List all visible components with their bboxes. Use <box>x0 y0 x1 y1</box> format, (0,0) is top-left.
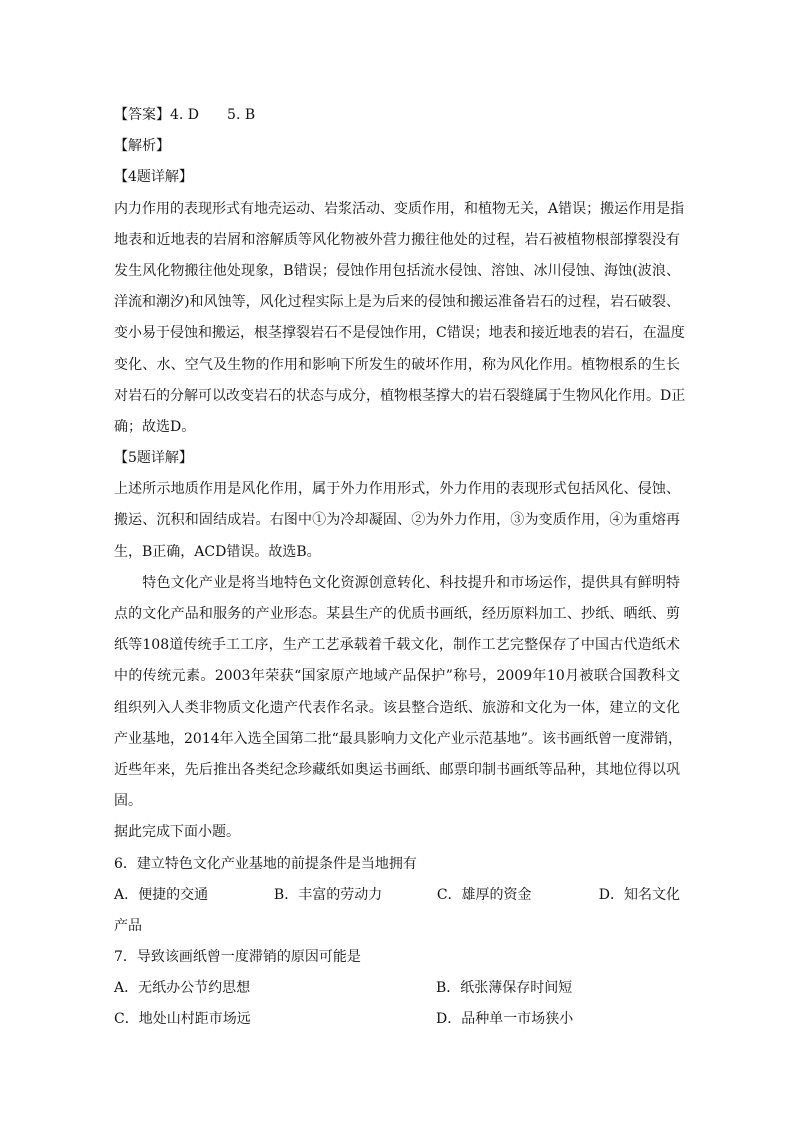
question-stem: 7．导致该画纸曾一度滞销的原因可能是 <box>114 949 361 966</box>
q4-heading: 【4题详解】 <box>114 169 193 186</box>
text-line: 生，B正确，ACD错误。故选B。 <box>114 543 321 560</box>
question-stem: 6．建立特色文化产业基地的前提条件是当地拥有 <box>114 855 417 872</box>
option-c: C．地处山村距市场远 <box>114 1011 251 1028</box>
text-line: 产业基地，2014年入选全国第二批“最具影响力文化产业示范基地”。该书画纸曾一度滞销， <box>114 730 682 747</box>
text-line: 近些年来，先后推出各类纪念珍藏纸如奥运书画纸、邮票印制书画纸等品种，其地位得以巩 <box>114 761 680 778</box>
text-line: 组织列入人类非物质文化遗产代表作名录。该县整合造纸、旅游和文化为一体，建立的文化 <box>114 699 680 716</box>
option-a: A．无纸办公节约思想 <box>114 980 251 997</box>
text-line: 变化、水、空气及生物的作用和影响下所发生的破坏作用，称为风化作用。植物根系的生长 <box>114 356 680 373</box>
option-a: A．便捷的交通 <box>114 886 209 903</box>
instruction-line: 据此完成下面小题。 <box>114 824 240 841</box>
option-d: D．品种单一市场狭小 <box>436 1011 574 1028</box>
q5-heading: 【5题详解】 <box>114 450 193 467</box>
q4-explanation <box>114 194 686 444</box>
option-b: B．丰富的劳动力 <box>273 886 383 903</box>
text-line: 点的文化产品和服务的产业形态。某县生产的优质书画纸，经历原料加工、抄纸、晒纸、剪 <box>114 606 680 622</box>
options-row <box>114 973 680 1004</box>
answer-line: 【答案】4. D 5. B <box>114 107 256 123</box>
reading-passage <box>114 568 680 818</box>
text-line: 确；故选D。 <box>114 418 196 435</box>
document-content <box>114 100 686 1036</box>
option-d-continuation: 产品 <box>114 917 142 934</box>
options-row <box>114 880 680 911</box>
text-line: 固。 <box>114 793 142 810</box>
option-c: C．雄厚的资金 <box>436 886 532 903</box>
options-row <box>114 1004 680 1035</box>
text-line: 中的传统元素。2003年荣获“国家原产地域产品保护”称号，2009年10月被联合国教科文 <box>114 668 680 685</box>
text-line: 上述所示地质作用是风化作用，属于外力作用形式，外力作用的表现形式包括风化、侵蚀、 <box>114 481 680 498</box>
question-6 <box>114 849 680 943</box>
text-line: 特色文化产业是将当地特色文化资源创意转化、科技提升和市场运作，提供具有鲜明特 <box>114 574 680 591</box>
analysis-heading: 【解析】 <box>114 138 170 155</box>
text-line: 变小易于侵蚀和搬运，根茎撑裂岩石不是侵蚀作用，C错误；地表和接近地表的岩石，在温度 <box>114 325 685 342</box>
option-d: D．知名文化 <box>598 886 680 903</box>
text-line: 对岩石的分解可以改变岩石的状态与成分，植物根茎撑大的岩石裂缝属于生物风化作用。D正 <box>114 387 686 404</box>
text-line: 纸等108道传统手工工序，生产工艺承载着千载文化，制作工艺完整保存了中国古代造纸术 <box>114 637 680 654</box>
option-b: B．纸张薄保存时间短 <box>436 980 573 997</box>
text-line: 搬运、沉积和固结成岩。右图中①为冷却凝固、②为外力作用，③为变质作用，④为重熔再 <box>114 512 680 529</box>
text-line: 内力作用的表现形式有地壳运动、岩浆活动、变质作用，和植物无关，A错误；搬运作用是指 <box>114 200 685 217</box>
question-7 <box>114 942 680 1036</box>
q5-explanation <box>114 474 680 568</box>
text-line: 地表和近地表的岩屑和溶解质等风化物被外营力搬往他处的过程，岩石被植物根部撑裂没有 <box>114 231 680 248</box>
text-line: 洋流和潮汐)和风蚀等，风化过程实际上是为后来的侵蚀和搬运准备岩石的过程，岩石破裂、 <box>114 294 680 311</box>
text-line: 发生风化物搬往他处现象，B错误；侵蚀作用包括流水侵蚀、溶蚀、冰川侵蚀、海蚀(波浪、 <box>114 262 680 279</box>
